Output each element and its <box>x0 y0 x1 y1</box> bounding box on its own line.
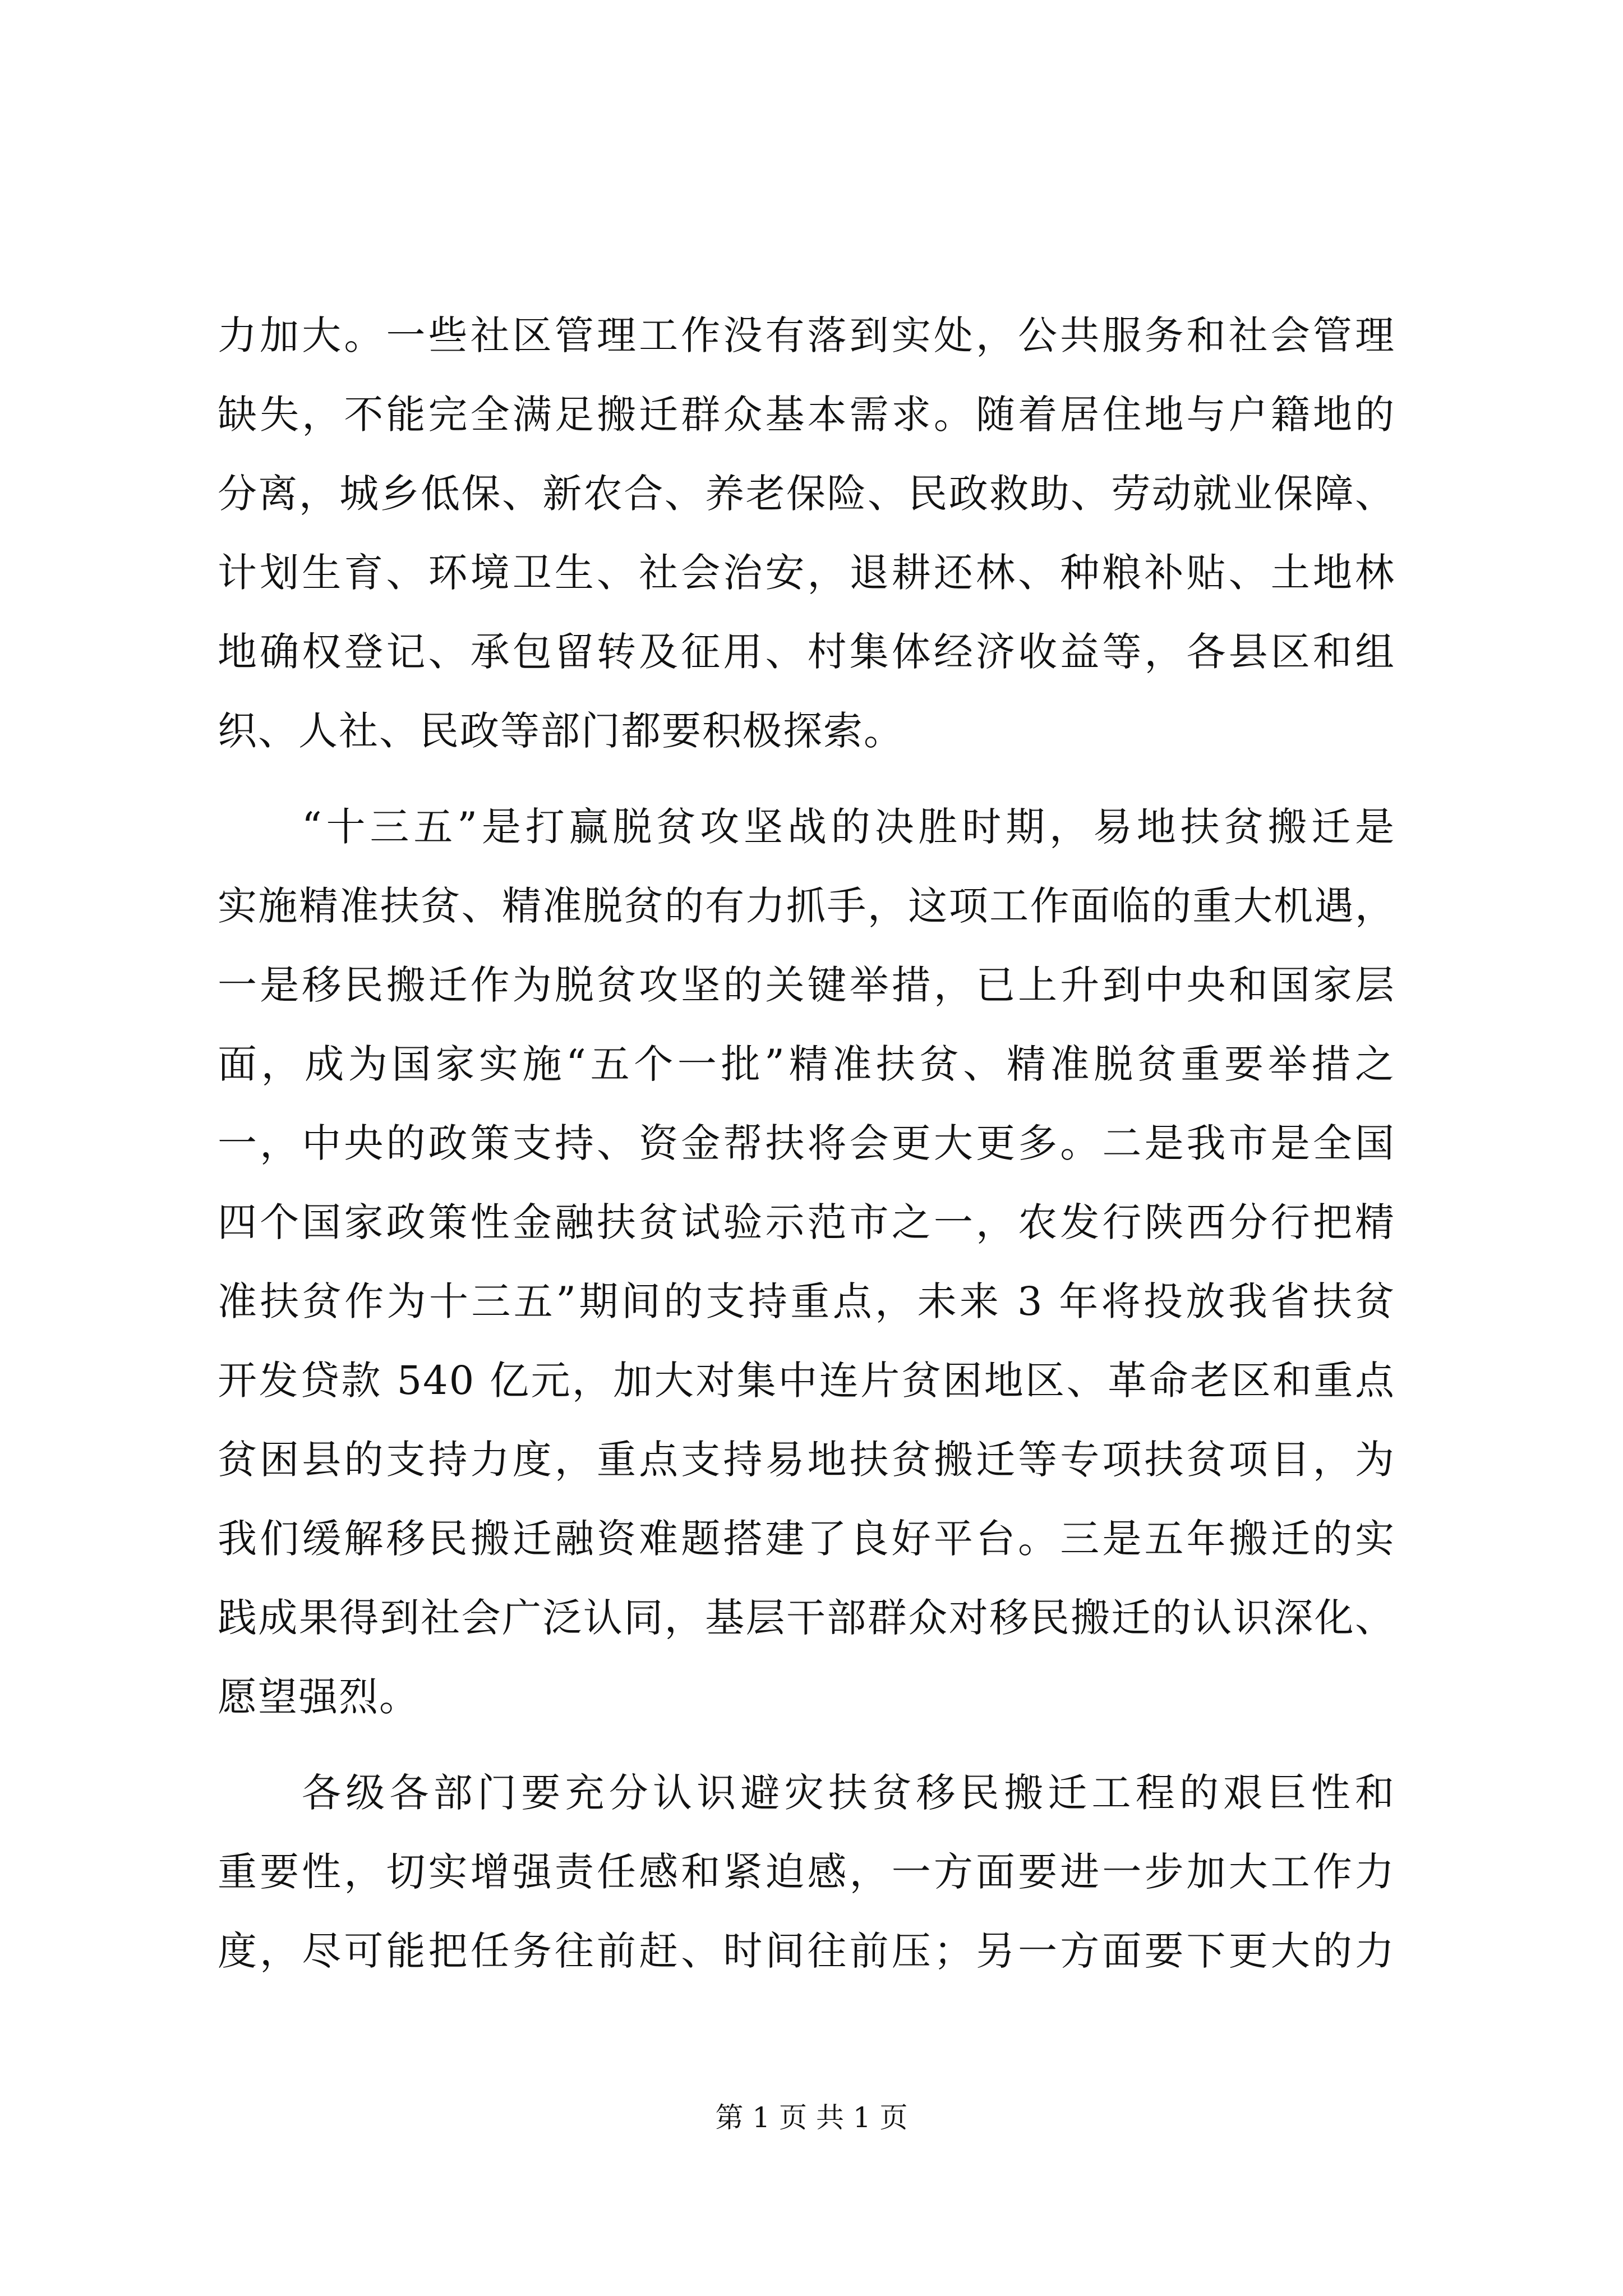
text-line: 分离，城乡低保、新农合、养老保险、民政救助、劳动就业保障、 <box>218 471 1395 517</box>
text-line: 度，尽可能把任务往前赶、时间往前压；另一方面要下更大的力 <box>218 1928 1395 1974</box>
text-line: 一是移民搬迁作为脱贫攻坚的关键举措，已上升到中央和国家层 <box>218 962 1395 1008</box>
text-line: 我们缓解移民搬迁融资难题搭建了良好平台。三是五年搬迁的实 <box>218 1516 1395 1562</box>
text-line: 地确权登记、承包留转及征用、村集体经济收益等，各县区和组 <box>218 629 1395 675</box>
text-line: 一，中央的政策支持、资金帮扶将会更大更多。二是我市是全国 <box>218 1120 1395 1166</box>
text-line: 四个国家政策性金融扶贫试验示范市之一，农发行陕西分行把精 <box>218 1199 1395 1245</box>
text-line: 愿望强烈。 <box>218 1674 419 1720</box>
paragraph-2 <box>218 788 1395 1737</box>
text-line: 缺失，不能完全满足搬迁群众基本需求。随着居住地与户籍地的 <box>218 392 1395 438</box>
document-body <box>218 296 1395 1991</box>
text-line: 力加大。一些社区管理工作没有落到实处，公共服务和社会管理 <box>218 312 1395 358</box>
text-line: 计划生育、环境卫生、社会治安，退耕还林、种粮补贴、土地林 <box>218 550 1395 596</box>
text-line: 面，成为国家实施“五个一批”精准扶贫、精准脱贫重要举措之 <box>218 1041 1395 1087</box>
text-line: 织、人社、民政等部门都要积极探索。 <box>218 708 904 754</box>
paragraph-1 <box>218 296 1395 771</box>
text-line: 各级各部门要充分认识避灾扶贫移民搬迁工程的艰巨性和 <box>302 1770 1395 1816</box>
text-line: “十三五”是打赢脱贫攻坚战的决胜时期，易地扶贫搬迁是 <box>302 804 1395 850</box>
text-line: 准扶贫作为十三五”期间的支持重点，未来 3 年将投放我省扶贫 <box>218 1278 1395 1324</box>
text-line: 重要性，切实增强责任感和紧迫感，一方面要进一步加大工作力 <box>218 1849 1395 1895</box>
text-line: 贫困县的支持力度，重点支持易地扶贫搬迁等专项扶贫项目，为 <box>218 1437 1395 1483</box>
page-number-footer: 第 1 页 共 1 页 <box>715 2101 908 2134</box>
text-line: 开发贷款 540 亿元，加大对集中连片贫困地区、革命老区和重点 <box>218 1358 1395 1404</box>
paragraph-3 <box>218 1754 1395 1991</box>
text-line: 实施精准扶贫、精准脱贫的有力抓手，这项工作面临的重大机遇， <box>218 883 1395 929</box>
text-line: 践成果得到社会广泛认同，基层干部群众对移民搬迁的认识深化、 <box>218 1595 1395 1641</box>
